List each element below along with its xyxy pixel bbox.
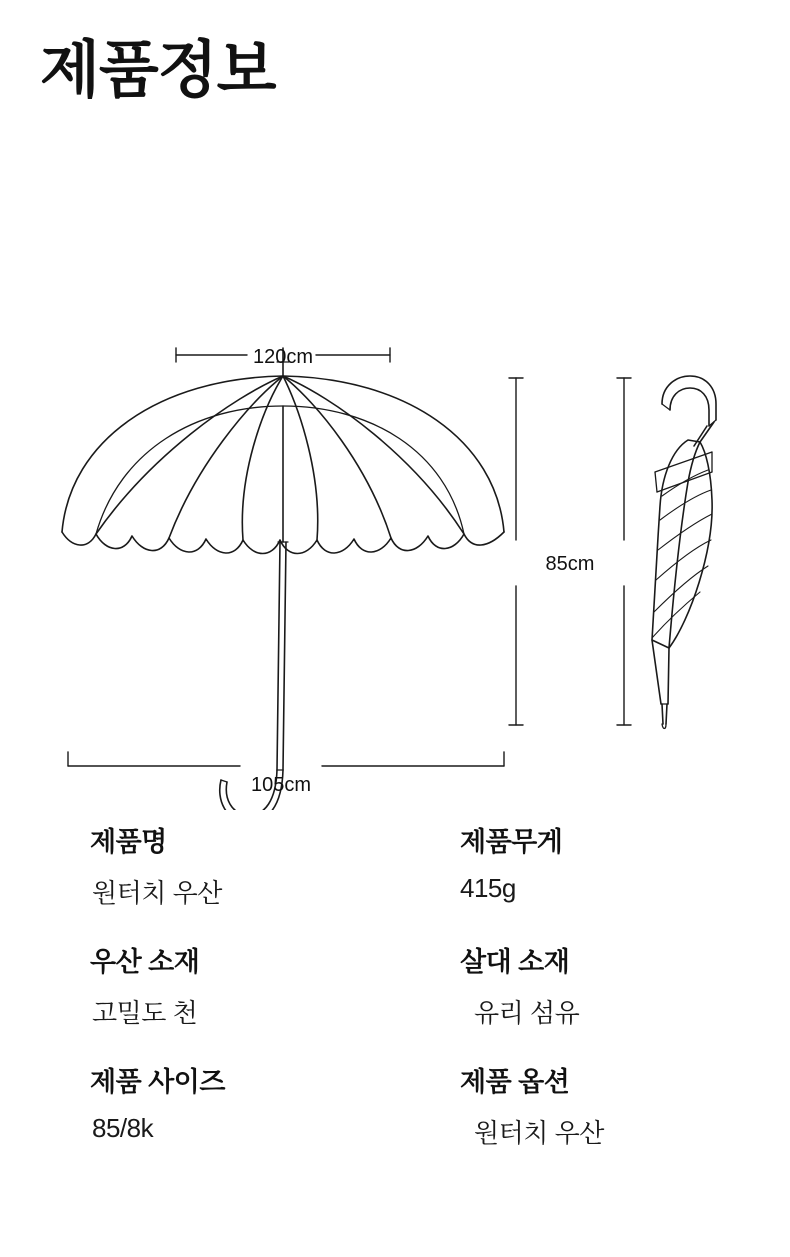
label-height: 85cm (545, 553, 595, 575)
product-dimension-diagram (0, 300, 790, 810)
label-span-width: 105cm (250, 774, 312, 796)
spec-cell-product-option (460, 1060, 790, 1150)
measure-span-width (68, 752, 504, 766)
spec-cell-product-name (90, 820, 450, 910)
spec-value: 유리 섬유 (474, 998, 580, 1028)
umbrella-diagram-svg (0, 300, 790, 810)
spec-label: 제품 옵션 (460, 1067, 570, 1097)
spec-cell-umbrella-material (90, 940, 450, 1030)
spec-value: 고밀도 천 (92, 998, 198, 1028)
spec-label: 제품 사이즈 (90, 1067, 225, 1097)
spec-label: 살대 소재 (460, 947, 570, 977)
spec-label: 우산 소재 (90, 947, 200, 977)
spec-value: 원터치 우산 (92, 878, 222, 908)
spec-label: 제품무게 (460, 827, 563, 857)
label-canopy-width: 120cm (252, 346, 314, 368)
spec-value: 85/8k (92, 1113, 154, 1143)
measure-height-closed (617, 378, 631, 725)
spec-value: 원터치 우산 (474, 1118, 604, 1148)
page-title: 제품정보 (40, 36, 276, 105)
spec-label: 제품명 (90, 827, 167, 857)
product-spec-table (0, 820, 790, 1180)
spec-cell-rib-material (460, 940, 790, 1030)
open-umbrella-icon (62, 348, 504, 810)
spec-value: 415g (460, 873, 516, 903)
closed-umbrella-icon (652, 376, 716, 729)
measure-height (509, 378, 523, 725)
spec-cell-product-weight (460, 820, 790, 910)
spec-cell-product-size (90, 1060, 450, 1150)
